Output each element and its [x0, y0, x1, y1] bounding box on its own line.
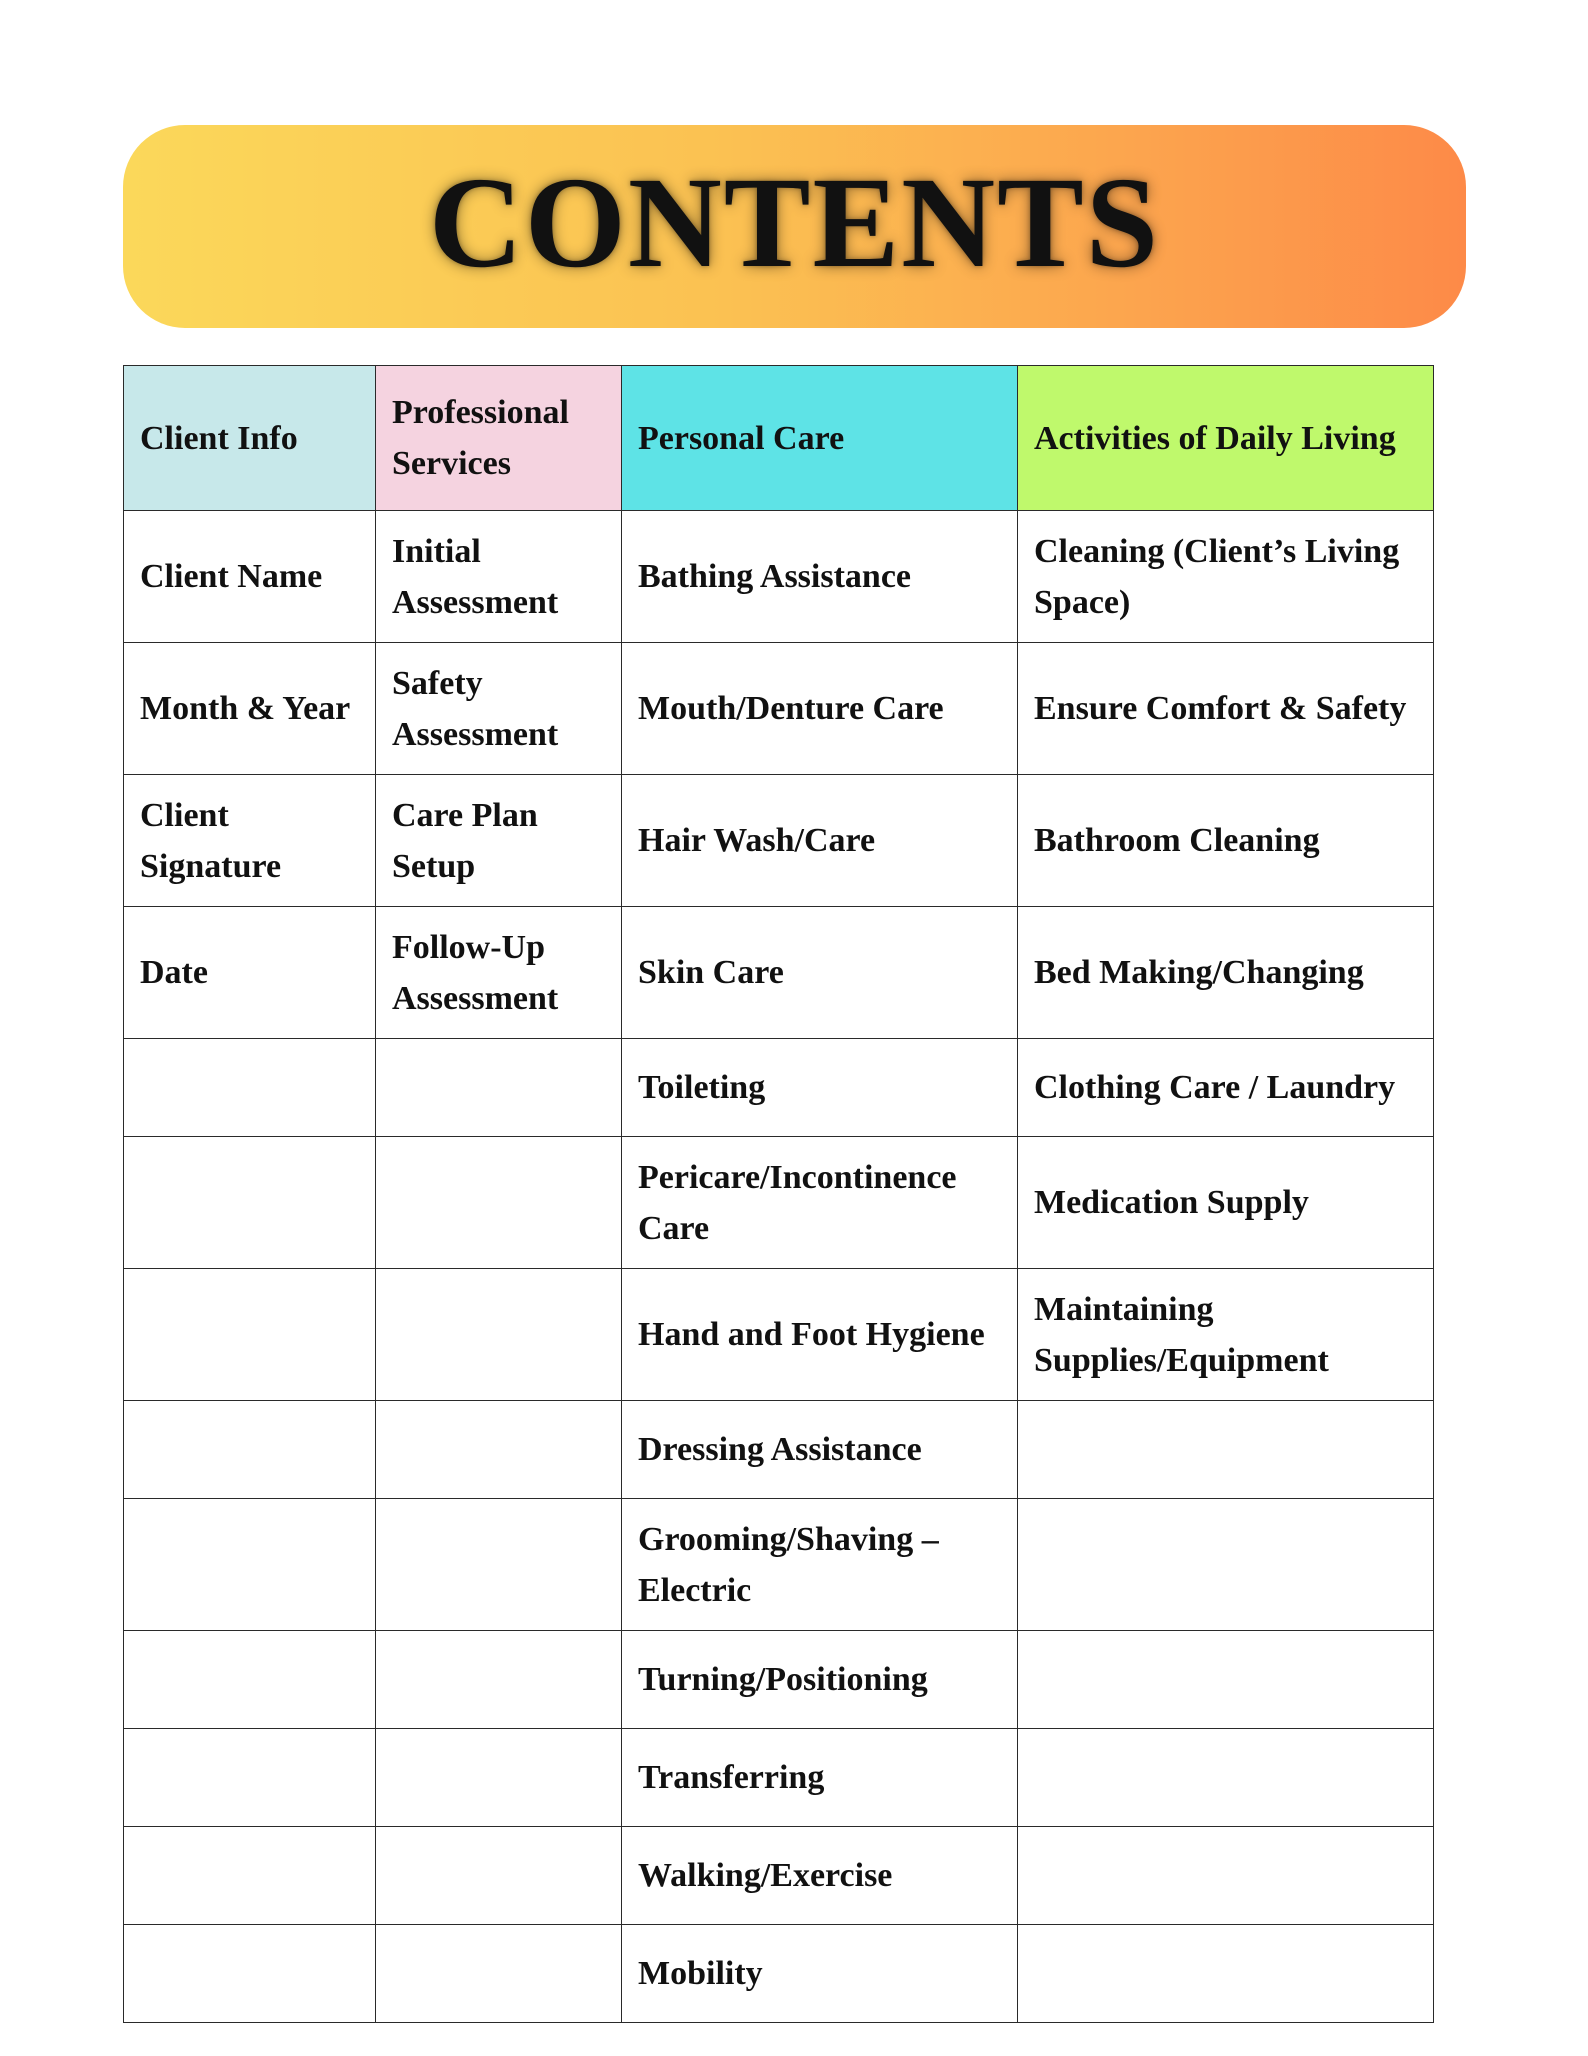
table-cell: Initial Assessment [376, 511, 622, 643]
table-cell [124, 1039, 376, 1137]
table-cell: Bed Making/Changing [1018, 907, 1434, 1039]
table-cell: Date [124, 907, 376, 1039]
table-cell: Skin Care [622, 907, 1018, 1039]
table-cell: Ensure Comfort & Safety [1018, 643, 1434, 775]
table-cell: Care Plan Setup [376, 775, 622, 907]
table-cell: Month & Year [124, 643, 376, 775]
table-cell: Client Signature [124, 775, 376, 907]
table-cell: Transferring [622, 1729, 1018, 1827]
table-cell [124, 1137, 376, 1269]
table-row [124, 1499, 1434, 1631]
table-cell: Walking/Exercise [622, 1827, 1018, 1925]
page-title: CONTENTS [428, 150, 1161, 295]
table-cell [376, 1137, 622, 1269]
table-row [124, 1729, 1434, 1827]
table-cell [124, 1401, 376, 1499]
table-cell [124, 1827, 376, 1925]
table-row [124, 1039, 1434, 1137]
table-row [124, 1137, 1434, 1269]
table-row [124, 1631, 1434, 1729]
contents-table [123, 365, 1434, 2023]
table-cell [124, 1631, 376, 1729]
table-cell: Bathroom Cleaning [1018, 775, 1434, 907]
table-row [124, 1269, 1434, 1401]
table-row [124, 1925, 1434, 2023]
table-row [124, 775, 1434, 907]
table-cell [1018, 1729, 1434, 1827]
table-cell [1018, 1499, 1434, 1631]
table-cell: Safety Assessment [376, 643, 622, 775]
table-cell: Maintaining Supplies/Equipment [1018, 1269, 1434, 1401]
table-row [124, 1401, 1434, 1499]
table-cell: Pericare/Incontinence Care [622, 1137, 1018, 1269]
table-cell: Bathing Assistance [622, 511, 1018, 643]
header-row [124, 366, 1434, 511]
table-cell [1018, 1827, 1434, 1925]
header-professional-services: Professional Services [376, 366, 622, 511]
table-cell [124, 1269, 376, 1401]
table-row [124, 511, 1434, 643]
table-cell [376, 1499, 622, 1631]
table-cell: Mobility [622, 1925, 1018, 2023]
table-cell: Cleaning (Client’s Living Space) [1018, 511, 1434, 643]
table-cell [376, 1631, 622, 1729]
table-cell [376, 1401, 622, 1499]
table-cell: Hand and Foot Hygiene [622, 1269, 1018, 1401]
table-cell [124, 1729, 376, 1827]
table-cell: Hair Wash/Care [622, 775, 1018, 907]
table-cell [376, 1925, 622, 2023]
table-cell [376, 1827, 622, 1925]
header-client-info: Client Info [124, 366, 376, 511]
table-cell: Dressing Assistance [622, 1401, 1018, 1499]
table-cell: Mouth/Denture Care [622, 643, 1018, 775]
table-cell: Grooming/Shaving – Electric [622, 1499, 1018, 1631]
header-personal-care: Personal Care [622, 366, 1018, 511]
table-row [124, 1827, 1434, 1925]
table-cell [1018, 1631, 1434, 1729]
table-row [124, 907, 1434, 1039]
table-cell [376, 1729, 622, 1827]
table-cell [124, 1499, 376, 1631]
table-cell [1018, 1925, 1434, 2023]
table-cell [376, 1039, 622, 1137]
table-cell: Turning/Positioning [622, 1631, 1018, 1729]
table-cell: Follow-Up Assessment [376, 907, 622, 1039]
table-cell [1018, 1401, 1434, 1499]
table-cell: Medication Supply [1018, 1137, 1434, 1269]
table-cell [376, 1269, 622, 1401]
table-row [124, 643, 1434, 775]
table-cell: Client Name [124, 511, 376, 643]
title-banner [123, 125, 1466, 328]
table-cell: Toileting [622, 1039, 1018, 1137]
table-cell [124, 1925, 376, 2023]
table-cell: Clothing Care / Laundry [1018, 1039, 1434, 1137]
header-activities-of-daily-living: Activities of Daily Living [1018, 366, 1434, 511]
